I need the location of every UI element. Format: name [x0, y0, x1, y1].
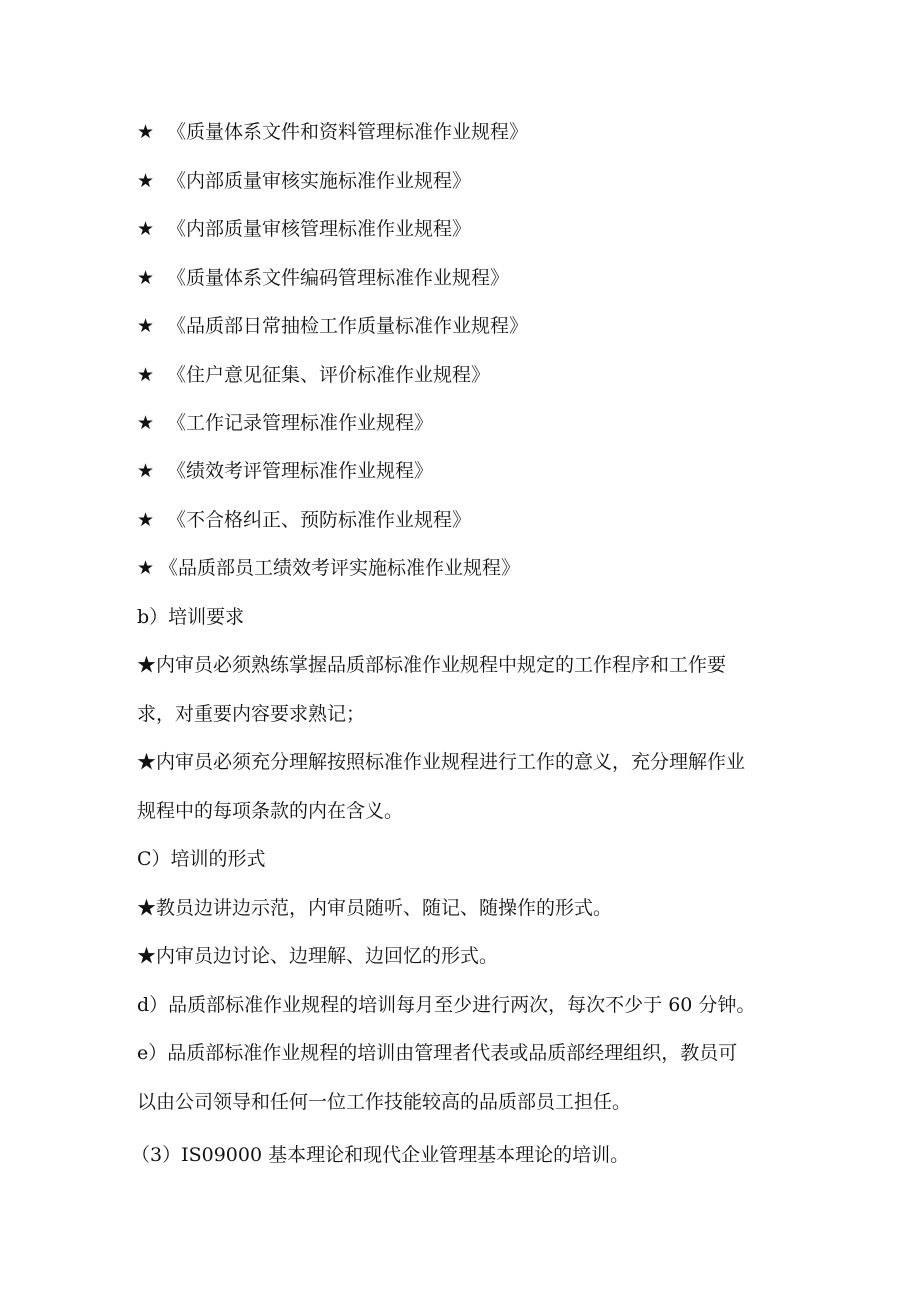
list-item	[137, 313, 797, 339]
paragraph-line: 规程中的每项条款的内在含义。	[137, 800, 404, 822]
paragraph-line: 以由公司领导和任何一位工作技能较高的品质部员工担任。	[137, 1091, 632, 1113]
list-item	[137, 265, 797, 291]
star-icon: ★	[137, 121, 155, 143]
list-item	[137, 458, 797, 484]
section-d-paragraph: d）品质部标准作业规程的培训每月至少进行两次，每次不少于 60 分钟。	[137, 994, 756, 1016]
list-item-text: 《内部质量审核管理标准作业规程》	[167, 218, 472, 240]
list-item-text: 《住户意见征集、评价标准作业规程》	[167, 364, 491, 386]
list-item-text: 《不合格纠正、预防标准作业规程》	[167, 509, 472, 531]
paragraph-line: ★内审员必须充分理解按照标准作业规程进行工作的意义，充分理解作业	[137, 751, 746, 773]
section-e-paragraph: e）品质部标准作业规程的培训由管理者代表或品质部经理组织，教员可	[137, 1042, 738, 1064]
star-icon: ★	[137, 509, 155, 531]
list-item	[137, 507, 797, 533]
paragraph-line: ★内审员边讨论、边理解、边回忆的形式。	[137, 945, 499, 967]
list-item	[137, 362, 797, 388]
star-icon: ★	[137, 170, 155, 192]
list-item-text: 《工作记录管理标准作业规程》	[167, 412, 434, 434]
list-item-text: 《品质部员工绩效考评实施标准作业规程》	[159, 557, 521, 579]
star-icon: ★	[137, 267, 155, 289]
paragraph-line: ★内审员必须熟练掌握品质部标准作业规程中规定的工作程序和工作要	[137, 654, 727, 676]
star-icon: ★	[137, 412, 155, 434]
list-item-text: 《绩效考评管理标准作业规程》	[167, 460, 434, 482]
list-item	[137, 555, 797, 581]
star-icon: ★	[137, 460, 155, 482]
list-item-text: 《质量体系文件和资料管理标准作业规程》	[167, 121, 529, 143]
star-icon: ★	[137, 218, 155, 240]
star-icon: ★	[137, 557, 155, 579]
section-b-title: b）培训要求	[137, 606, 245, 628]
list-item-text: 《内部质量审核实施标准作业规程》	[167, 170, 472, 192]
section-c-title: C）培训的形式	[137, 848, 266, 870]
list-item	[137, 168, 797, 194]
star-icon: ★	[137, 315, 155, 337]
list-item-text: 《品质部日常抽检工作质量标准作业规程》	[167, 315, 529, 337]
list-item-text: 《质量体系文件编码管理标准作业规程》	[167, 267, 510, 289]
list-item	[137, 410, 797, 436]
star-icon: ★	[137, 364, 155, 386]
list-item	[137, 216, 797, 242]
section-3-heading: （3）IS09000 基本理论和现代企业管理基本理论的培训。	[131, 1144, 630, 1166]
list-item	[137, 119, 797, 145]
paragraph-line: ★教员边讲边示范，内审员随听、随记、随操作的形式。	[137, 897, 613, 919]
paragraph-line: 求，对重要内容要求熟记；	[137, 703, 366, 725]
